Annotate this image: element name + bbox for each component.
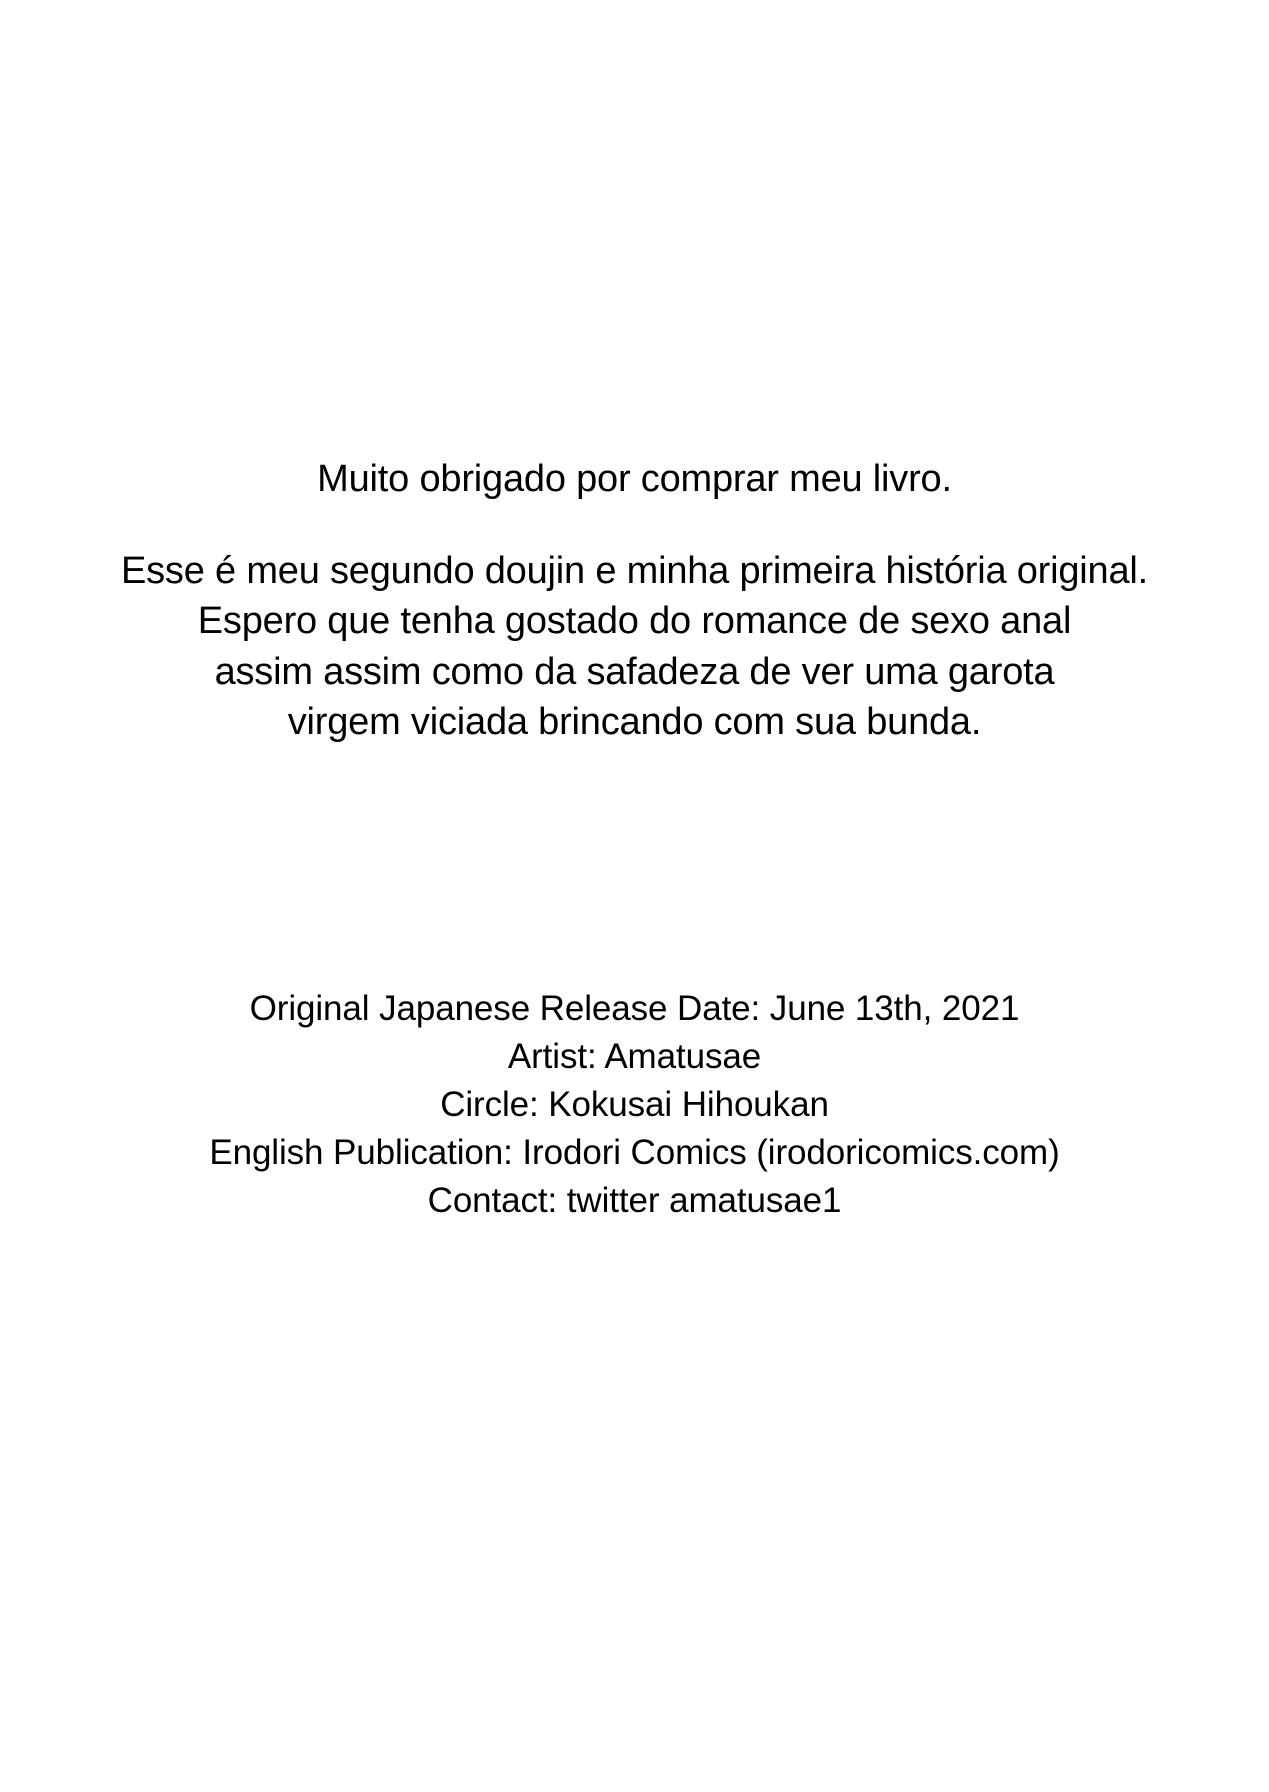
afterword-text-block [0, 455, 1269, 748]
credit-artist: Artist: Amatusae [507, 1036, 762, 1076]
afterword-paragraph-line: Esse é meu segundo doujin e minha primeira história original. [120, 549, 1149, 592]
credit-circle: Circle: Kokusai Hihoukan [440, 1084, 829, 1124]
afterword-paragraph [0, 546, 1269, 748]
credit-english-publication: English Publication: Irodori Comics (irodoricomics.com) [209, 1132, 1060, 1172]
afterword-paragraph-line: assim assim como da safadeza de ver uma garota [214, 650, 1055, 693]
afterword-paragraph-line: Espero que tenha gostado do romance de sexo anal [197, 600, 1072, 643]
thanks-message: Muito obrigado por comprar meu livro. [317, 458, 952, 500]
credit-release-date: Original Japanese Release Date: June 13th, 2021 [249, 989, 1020, 1028]
afterword-paragraph-line: virgem viciada brincando com sua bunda. [287, 701, 982, 744]
credits-block [0, 985, 1269, 1225]
credit-contact: Contact: twitter amatusae1 [427, 1180, 842, 1220]
